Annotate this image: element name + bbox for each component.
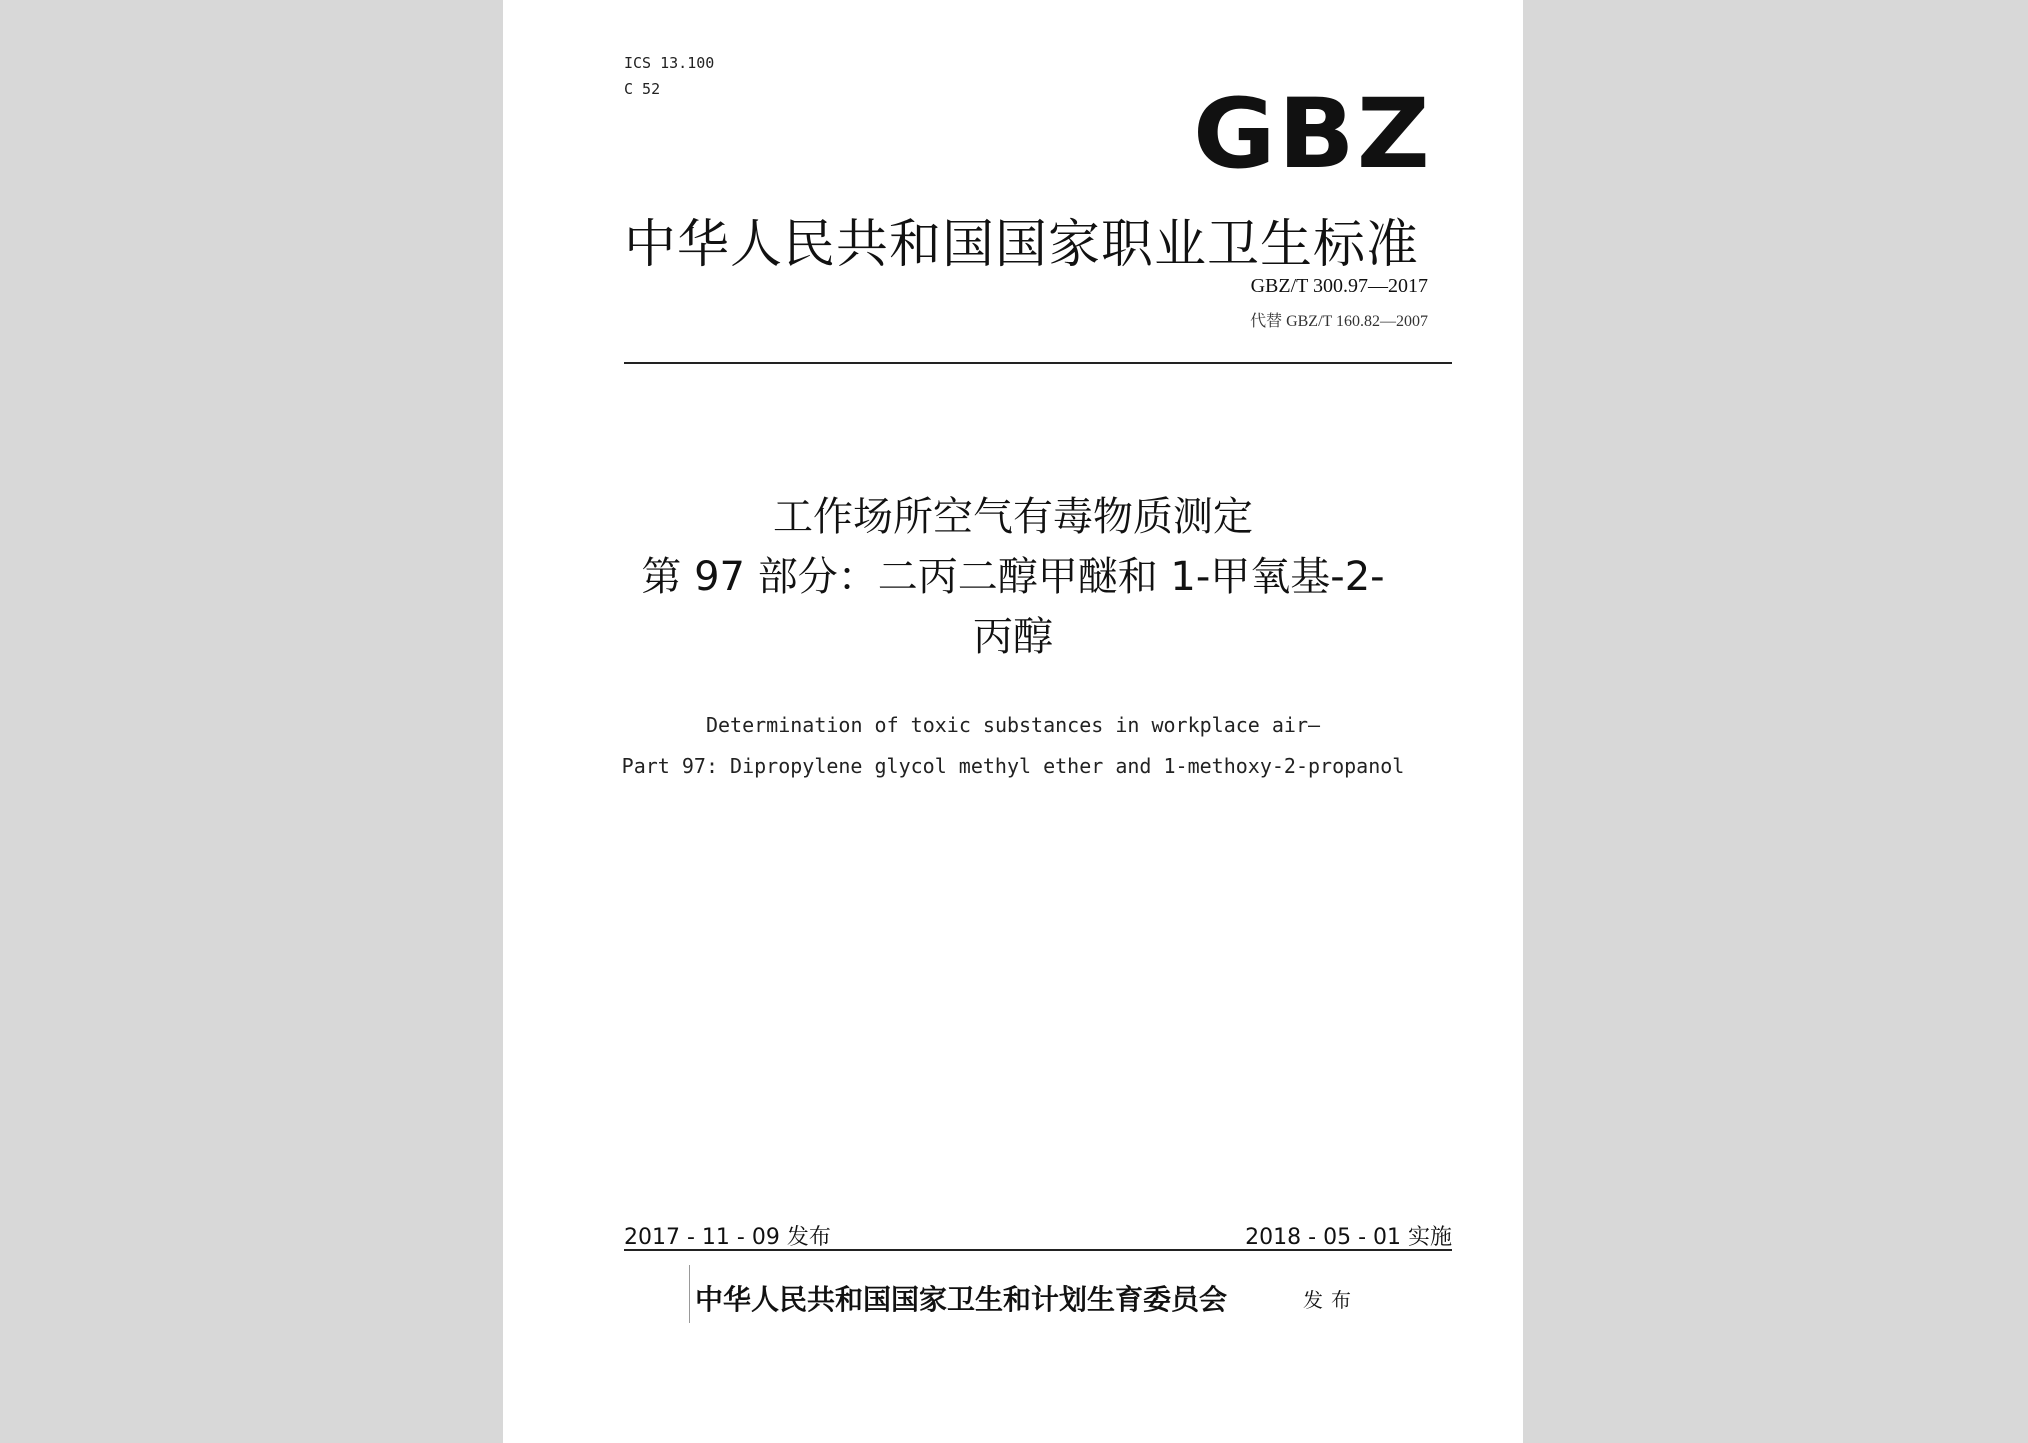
zh-title-line-1: 工作场所空气有毒物质测定: [773, 494, 1253, 540]
effective-date: 2018 - 05 - 01 实施: [1245, 1225, 1452, 1250]
publisher-margin-line: [689, 1265, 690, 1323]
standard-number: GBZ/T 300.97—2017: [1250, 275, 1428, 297]
zh-title-line-3: 丙醇: [973, 614, 1053, 660]
issue-date: 2017 - 11 - 09 发布: [624, 1225, 831, 1250]
classification-codes: [624, 50, 714, 102]
gbz-logo: GBZ: [1193, 78, 1432, 190]
publisher-suffix: 发布: [1303, 1288, 1359, 1312]
footer-divider: [624, 1249, 1452, 1251]
zh-title-line-2: 第 97 部分：二丙二醇甲醚和 1-甲氧基-2-: [641, 554, 1385, 600]
ccs-code: C 52: [624, 80, 661, 98]
standard-title: 中华人民共和国国家职业卫生标准: [624, 215, 1420, 275]
document-page: [503, 0, 1523, 1443]
ics-code: ICS 13.100: [624, 54, 715, 72]
header-divider: [624, 362, 1452, 364]
en-title-line-2: Part 97: Dipropylene glycol methyl ether and 1-methoxy-2-propanol: [621, 754, 1405, 778]
replaces-standard: 代替 GBZ/T 160.82—2007: [1250, 313, 1428, 330]
publisher-name: 中华人民共和国国家卫生和计划生育委员会: [695, 1283, 1228, 1316]
en-title-line-1: Determination of toxic substances in workplace air—: [705, 713, 1321, 737]
